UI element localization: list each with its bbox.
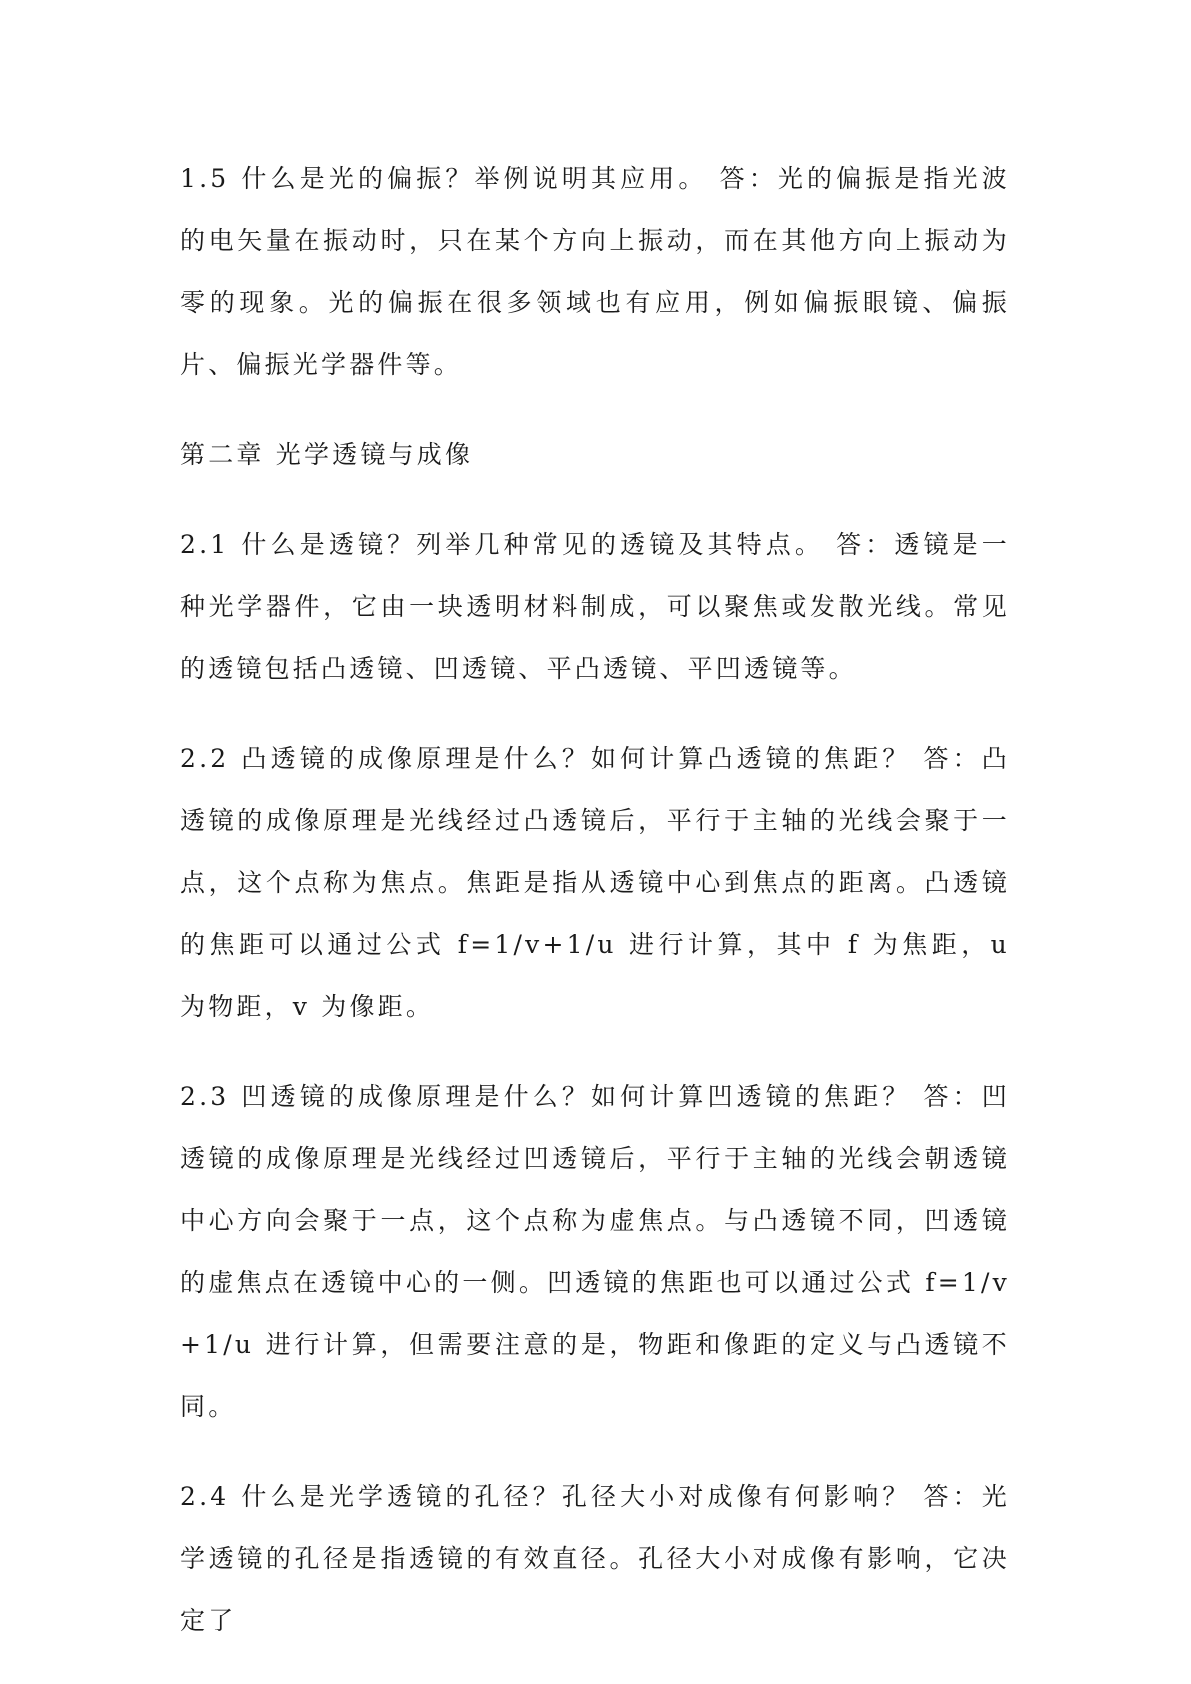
paragraph-q2-1: 2.1 什么是透镜？列举几种常见的透镜及其特点。 答：透镜是一种光学器件，它由一块透明材料制成，可以聚焦或发散光线。常见的透镜包括凸透镜、凹透镜、平凸透镜、平凹透镜等。: [180, 530, 1010, 683]
paragraph-q2-4: 2.4 什么是光学透镜的孔径？孔径大小对成像有何影响？ 答：光学透镜的孔径是指透镜的有效直径。孔径大小对成像有影响，它决定了: [180, 1482, 1010, 1635]
document-body: [180, 148, 1010, 1680]
paragraph-q2-2: 2.2 凸透镜的成像原理是什么？如何计算凸透镜的焦距？ 答：凸透镜的成像原理是光线经过凸透镜后，平行于主轴的光线会聚于一点，这个点称为焦点。焦距是指从透镜中心到焦点的距离。凸透镜的焦距可以通过公式 f=1/v+1/u 进行计算，其中 f 为焦距，u 为物距，v 为像距。: [180, 744, 1010, 1021]
paragraph-q2-3: 2.3 凹透镜的成像原理是什么？如何计算凹透镜的焦距？ 答：凹透镜的成像原理是光线经过凹透镜后，平行于主轴的光线会朝透镜中心方向会聚于一点，这个点称为虚焦点。与凸透镜不同，凹透镜的虚焦点在透镜中心的一侧。凹透镜的焦距也可以通过公式 f=1/v+1/u 进行计算，但需要注意的是，物距和像距的定义与凸透镜不同。: [180, 1082, 1010, 1421]
paragraph-q1-5: 1.5 什么是光的偏振？举例说明其应用。 答：光的偏振是指光波的电矢量在振动时，只在某个方向上振动，而在其他方向上振动为零的现象。光的偏振在很多领域也有应用，例如偏振眼镜、偏振片、偏振光学器件等。: [180, 164, 1010, 379]
chapter-heading: 第二章 光学透镜与成像: [180, 440, 474, 469]
